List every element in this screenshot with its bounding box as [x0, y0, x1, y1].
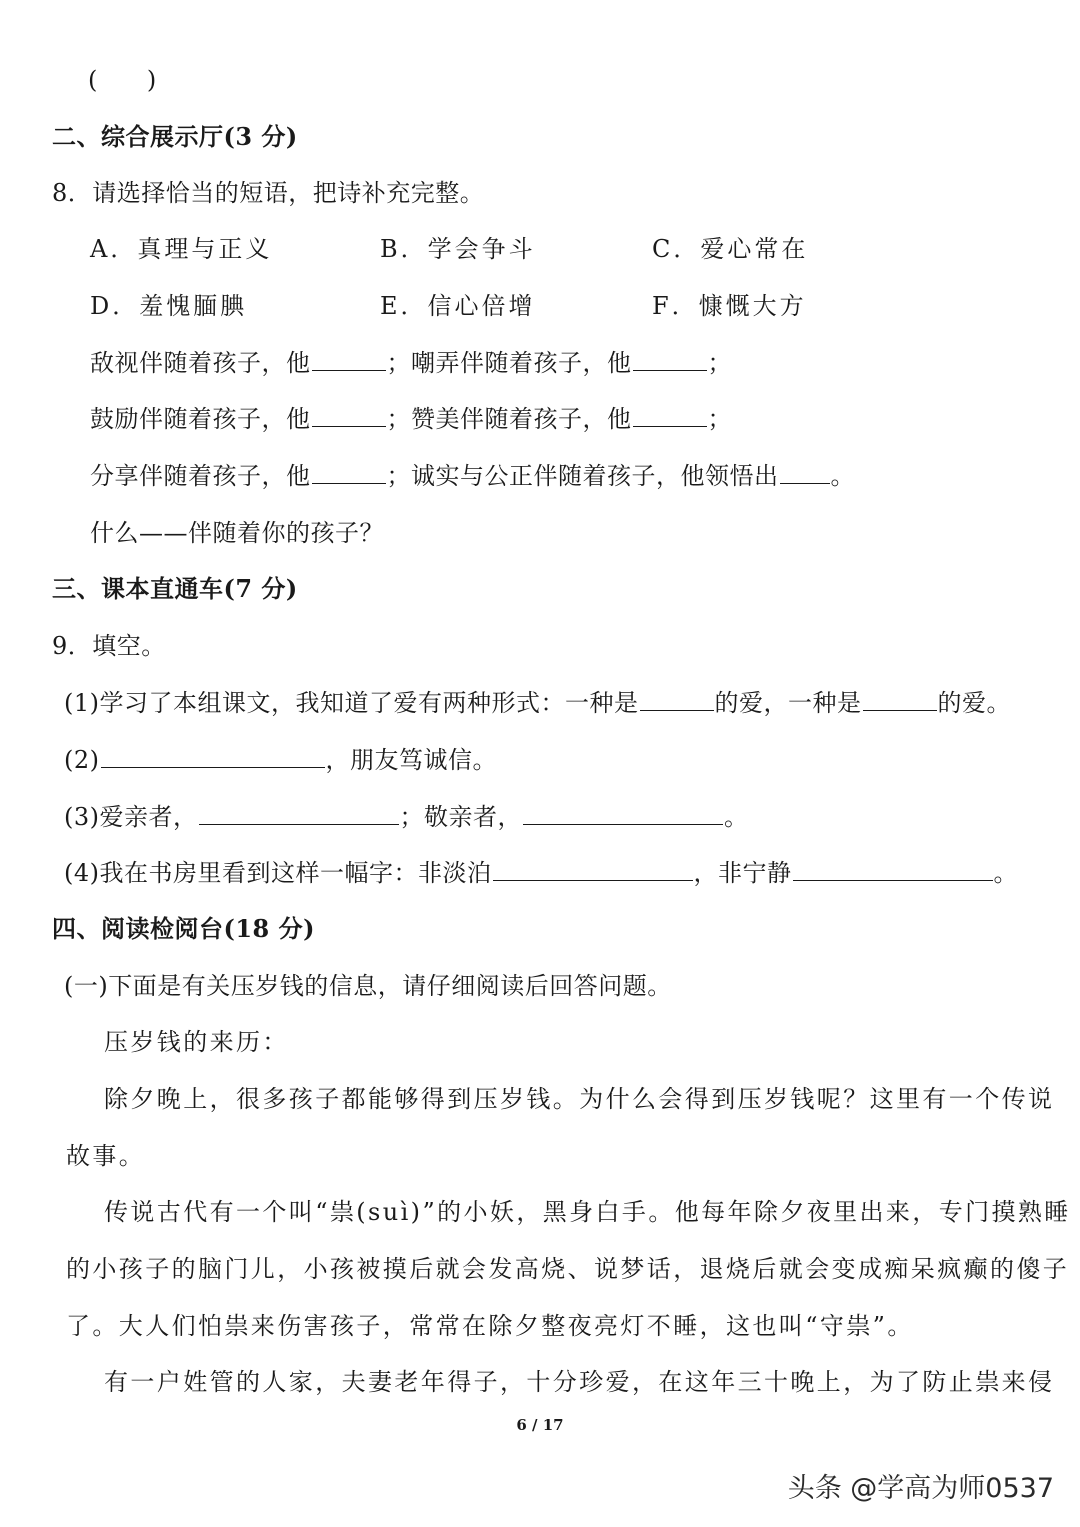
poem-text: ；嘲弄伴随着孩子，他 [386, 349, 632, 377]
section-2-heading: 二、综合展示厅(3 分) [52, 122, 298, 151]
item-text: 的爱，一种是 [714, 689, 862, 717]
poem-text: 鼓励伴随着孩子，他 [90, 405, 311, 433]
item-text: ；敬亲者， [399, 803, 522, 831]
item-text: ，朋友笃诚信。 [325, 746, 497, 774]
q9-item-2 [64, 744, 497, 776]
paragraph-line: 传说古代有一个叫“祟(suì)”的小妖，黑身白手。他每年除夕夜里出来，专门摸熟睡 [104, 1198, 1071, 1226]
answer-blank[interactable] [312, 348, 386, 371]
answer-blank[interactable] [633, 348, 707, 371]
item-text: 的爱。 [937, 689, 1011, 717]
answer-blank[interactable] [101, 745, 325, 768]
watermark: 头条 @学高为师0537 [787, 1473, 1054, 1504]
reading-subtitle: 压岁钱的来历： [104, 1028, 289, 1056]
item-text: ，非宁静 [693, 859, 792, 887]
option-f: F．慷慨大方 [652, 292, 807, 320]
answer-bracket: ( ) [88, 66, 157, 94]
answer-blank[interactable] [780, 461, 830, 484]
section-4-heading: 四、阅读检阅台(18 分) [52, 914, 315, 943]
option-d: D．羞愧腼腆 [90, 292, 248, 320]
option-c: C．爱心常在 [652, 235, 809, 263]
answer-blank[interactable] [640, 688, 714, 711]
poem-line-1 [90, 347, 732, 379]
item-text: (3)爱亲者， [64, 803, 198, 831]
question-9-prompt: 9．填空。 [52, 632, 166, 660]
poem-text: 。 [830, 462, 855, 490]
paragraph-line: 了。大人们怕祟来伤害孩子，常常在除夕整夜亮灯不睡，这也叫“守祟”。 [66, 1312, 914, 1340]
item-text: 。 [993, 859, 1018, 887]
answer-blank[interactable] [312, 404, 386, 427]
answer-blank[interactable] [312, 461, 386, 484]
poem-text: 分享伴随着孩子，他 [90, 462, 311, 490]
section-3-heading: 三、课本直通车(7 分) [52, 574, 298, 603]
page-number: 6 / 17 [516, 1416, 564, 1434]
paragraph-line: 故事。 [66, 1142, 146, 1170]
poem-text: ；赞美伴随着孩子，他 [386, 405, 632, 433]
poem-text: ； [707, 405, 732, 433]
poem-line-3 [90, 460, 855, 492]
poem-text: ； [707, 349, 732, 377]
answer-blank[interactable] [793, 858, 993, 881]
poem-line-2 [90, 403, 732, 435]
option-e: E．信心倍增 [380, 292, 536, 320]
option-a: A．真理与正义 [90, 235, 273, 263]
answer-blank[interactable] [863, 688, 937, 711]
q9-item-1 [64, 687, 1011, 719]
paragraph-line: 除夕晚上，很多孩子都能够得到压岁钱。为什么会得到压岁钱呢？这里有一个传说 [104, 1085, 1055, 1113]
poem-text: 敌视伴随着孩子，他 [90, 349, 311, 377]
q9-item-4 [64, 857, 1018, 889]
item-text: (4)我在书房里看到这样一幅字：非淡泊 [64, 859, 492, 887]
answer-blank[interactable] [493, 858, 693, 881]
answer-blank[interactable] [523, 802, 723, 825]
question-8-prompt: 8．请选择恰当的短语，把诗补充完整。 [52, 179, 485, 207]
q9-item-3 [64, 801, 749, 833]
poem-text: ；诚实与公正伴随着孩子，他领悟出 [386, 462, 779, 490]
reading-intro: (一)下面是有关压岁钱的信息，请仔细阅读后回答问题。 [64, 972, 672, 1000]
answer-blank[interactable] [199, 802, 399, 825]
poem-line-4: 什么——伴随着你的孩子？ [90, 519, 384, 547]
paragraph-line: 有一户姓管的人家，夫妻老年得子，十分珍爱，在这年三十晚上，为了防止祟来侵 [104, 1368, 1055, 1396]
item-text: (1)学习了本组课文，我知道了爱有两种形式：一种是 [64, 689, 639, 717]
answer-blank[interactable] [633, 404, 707, 427]
item-text: (2) [64, 746, 100, 774]
paragraph-line: 的小孩子的脑门儿，小孩被摸后就会发高烧、说梦话，退烧后就会变成痴呆疯癫的傻子 [66, 1255, 1070, 1283]
item-text: 。 [724, 803, 749, 831]
option-b: B．学会争斗 [380, 235, 536, 263]
